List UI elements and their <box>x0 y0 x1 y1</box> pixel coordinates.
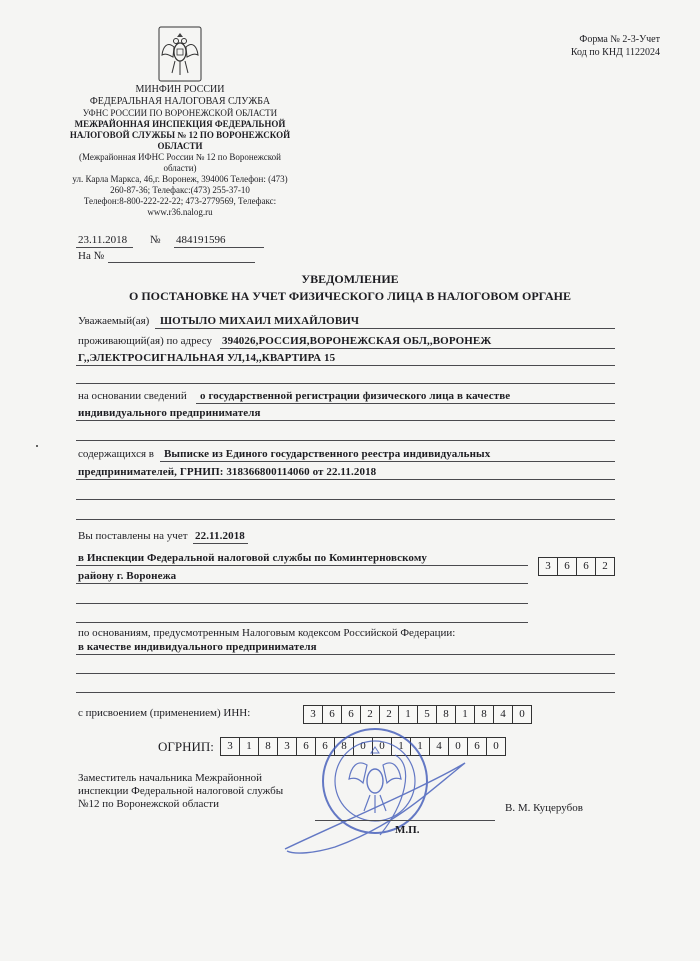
coat-of-arms-icon <box>157 25 203 83</box>
address-line-2: Г,,ЭЛЕКТРОСИГНАЛЬНАЯ УЛ,14,,КВАРТИРА 15 <box>78 352 336 364</box>
reference-label: На № <box>78 250 105 262</box>
inspection-line-1: в Инспекции Федеральной налоговой службы по Коминтерновскому <box>78 552 428 564</box>
grounds-label: по основаниям, предусмотренным Налоговым кодексом Российской Федерации: <box>78 627 456 639</box>
greeting-label: Уважаемый(ая) <box>78 315 150 327</box>
signer-position-3: №12 по Воронежской области <box>78 798 219 810</box>
grid-digit: 6 <box>467 738 486 755</box>
authority-line: МЕЖРАЙОННАЯ ИНСПЕКЦИЯ ФЕДЕРАЛЬНОЙ <box>74 119 286 129</box>
inn-label: с присвоением (применением) ИНН: <box>78 707 251 719</box>
authority-line: ул. Карла Маркса, 46,г. Воронеж, 394006 Телефон: (473) <box>72 174 288 184</box>
grid-digit: 0 <box>353 738 372 755</box>
code-digit: 3 <box>545 560 551 572</box>
form-number: Форма № 2-3-Учет <box>579 34 660 45</box>
stamp-mark: М.П. <box>395 824 420 836</box>
grid-digit: 1 <box>398 706 417 723</box>
document-subtitle: О ПОСТАНОВКЕ НА УЧЕТ ФИЗИЧЕСКОГО ЛИЦА В НАЛОГОВОМ ОРГАНЕ <box>129 289 571 303</box>
inn-grid <box>303 705 532 724</box>
number-label: № <box>150 234 161 246</box>
signer-name: В. М. Куцерубов <box>505 802 583 814</box>
registered-date: 22.11.2018 <box>195 530 245 542</box>
grid-digit: 1 <box>239 738 258 755</box>
knd-code: Код по КНД 1122024 <box>570 47 660 58</box>
grid-digit: 0 <box>448 738 467 755</box>
grid-digit: 2 <box>360 706 379 723</box>
authority-line: 260-87-36; Телефакс:(473) 255-37-10 <box>110 185 250 195</box>
person-name: ШОТЫЛО МИХАИЛ МИХАЙЛОВИЧ <box>160 315 360 327</box>
authority-block <box>65 84 295 218</box>
document-title: УВЕДОМЛЕНИЕ <box>301 272 399 286</box>
basis-line-2: индивидуального предпринимателя <box>78 407 261 419</box>
grid-digit: 0 <box>486 738 505 755</box>
grid-digit: 4 <box>429 738 448 755</box>
basis-label: на основании сведений <box>78 390 187 402</box>
grid-digit: 6 <box>296 738 315 755</box>
registered-label: Вы поставлены на учет <box>78 530 188 542</box>
grid-digit: 2 <box>379 706 398 723</box>
inspection-line-2: району г. Воронежа <box>78 570 177 582</box>
ogrnip-label: ОГРНИП: <box>158 739 214 754</box>
authority-line: ОБЛАСТИ <box>157 141 203 151</box>
grid-digit: 4 <box>493 706 512 723</box>
grounds-value: в качестве индивидуального предпринимателя <box>78 641 317 653</box>
authority-line: Телефон:8-800-222-22-22; 473-2779569, Телефакс: <box>83 196 277 206</box>
grid-digit: 6 <box>322 706 341 723</box>
authority-line: (Межрайонная ИФНС России № 12 по Воронежской <box>79 152 281 162</box>
grid-digit: 8 <box>436 706 455 723</box>
grid-digit: 1 <box>391 738 410 755</box>
official-stamp-icon <box>275 725 485 865</box>
code-digit: 2 <box>595 558 614 575</box>
inspection-code-grid <box>538 557 615 576</box>
authority-line: www.r36.nalog.ru <box>147 207 213 217</box>
grid-digit: 6 <box>315 738 334 755</box>
code-digit: 6 <box>557 558 576 575</box>
grid-digit: 1 <box>455 706 474 723</box>
grid-digit: 8 <box>258 738 277 755</box>
grid-digit: 0 <box>372 738 391 755</box>
authority-line: ФЕДЕРАЛЬНАЯ НАЛОГОВАЯ СЛУЖБА <box>89 96 271 107</box>
contained-label: содержащихся в <box>78 448 154 460</box>
authority-line: МИНФИН РОССИИ <box>135 84 225 95</box>
contained-line-2: предпринимателей, ГРНИП: 318366800114060 от 22.11.2018 <box>78 466 377 478</box>
registration-date: 23.11.2018 <box>78 234 128 246</box>
paper-speck <box>36 445 38 447</box>
authority-line: УФНС РОССИИ ПО ВОРОНЕЖСКОЙ ОБЛАСТИ <box>82 108 278 118</box>
basis-line-1: о государственной регистрации физического лица в качестве <box>200 390 511 402</box>
grid-digit: 3 <box>310 708 316 720</box>
authority-line: НАЛОГОВОЙ СЛУЖБЫ № 12 ПО ВОРОНЕЖСКОЙ <box>69 130 291 140</box>
grid-digit: 5 <box>417 706 436 723</box>
grid-digit: 3 <box>227 740 233 752</box>
signer-position-2: инспекции Федеральной налоговой службы <box>78 785 284 797</box>
grid-digit: 8 <box>474 706 493 723</box>
code-digit: 6 <box>576 558 595 575</box>
grid-digit: 1 <box>410 738 429 755</box>
signer-position-1: Заместитель начальника Межрайонной <box>78 772 263 784</box>
address-line-1: 394026,РОССИЯ,ВОРОНЕЖСКАЯ ОБЛ,,ВОРОНЕЖ <box>222 335 492 347</box>
authority-line: области) <box>163 163 197 173</box>
contained-line-1: Выписке из Единого государственного реестра индивидуальных <box>164 448 491 460</box>
registration-number: 484191596 <box>176 234 226 246</box>
grid-digit: 0 <box>512 706 531 723</box>
grid-digit: 8 <box>334 738 353 755</box>
grid-digit: 6 <box>341 706 360 723</box>
address-label: проживающий(ая) по адресу <box>78 335 213 347</box>
grid-digit: 3 <box>277 738 296 755</box>
